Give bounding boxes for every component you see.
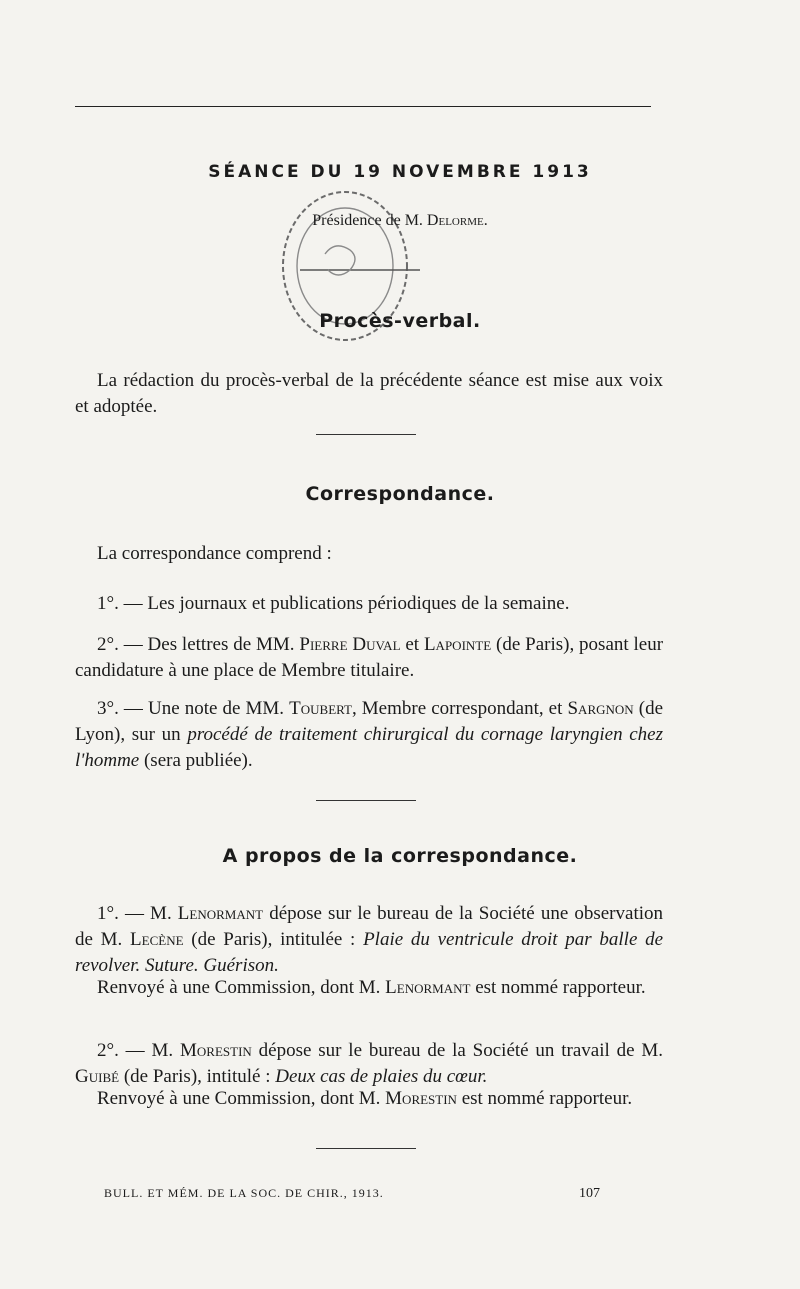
a-propos-renvoye-1 [75,975,663,1001]
item3-mid: , Membre correspondant, et [351,698,563,719]
renvoye2-prefix: Renvoyé à une Commission, dont M. [97,1088,381,1109]
item3-prefix: 3°. — Une note de MM. [97,698,285,719]
p2-name-guibe: Guibé [75,1066,120,1087]
item3-suffix: (sera publiée). [143,750,253,771]
correspondance-item-2 [75,632,663,684]
presidence-prefix: Présidence de M. [312,212,423,229]
footer-citation: BULL. ET MÉM. DE LA SOC. DE CHIR., 1913. [104,1186,384,1200]
item3-mid2: (de Lyon), sur un [75,698,664,745]
presidence-line [0,212,800,230]
a-propos-title: A propos de la correspondance. [222,845,578,867]
section-divider [316,434,416,435]
proces-verbal-title: Procès-verbal. [319,310,481,332]
page-footer [104,1186,600,1202]
item3-name-toubert: Toubert [289,698,352,719]
p1-name-lenormant: Lenormant [177,903,264,924]
p2-title: Deux cas de plaies du cœur. [275,1066,488,1087]
p1-name-lecene: Lecène [130,929,184,950]
p1-mid: dépose sur le bureau de la Société une observation de M. [75,903,664,950]
renvoye2-suffix: est nommé rapporteur. [461,1088,633,1109]
item2-name-duval: Pierre Duval [299,634,401,655]
item2-name-lapointe: Lapointe [423,634,492,655]
section-divider [316,800,416,801]
item2-prefix: 2°. — Des lettres de MM. [97,634,295,655]
item2-mid: et [405,634,420,655]
item2-suffix: (de Paris), posant leur candidature à une place de Membre titulaire. [75,634,664,681]
p1-mid2: (de Paris), intitulée : [191,929,356,950]
renvoye1-name: Lenormant [385,977,471,998]
p2-mid2: (de Paris), intitulé : [123,1066,271,1087]
p2-mid: dépose sur le bureau de la Société un travail de M. [258,1040,664,1061]
a-propos-paragraph-1 [75,901,663,979]
proces-verbal-text: La rédaction du procès-verbal de la précédente séance est mise aux voix et adoptée. [75,370,663,417]
p1-prefix: 1°. — M. [97,903,172,924]
a-propos-paragraph-2 [75,1038,663,1090]
correspondance-title: Correspondance. [305,483,495,505]
section-divider [316,1148,416,1149]
p2-prefix: 2°. — M. [97,1040,174,1061]
item3-name-sargnon: Sargnon [567,698,634,719]
correspondance-intro: La correspondance comprend : [97,543,332,564]
renvoye2-name: Morestin [385,1088,457,1109]
page-number: 107 [579,1186,600,1201]
correspondance-item-3 [75,696,663,774]
top-rule [75,106,651,107]
seance-title: SÉANCE DU 19 NOVEMBRE 1913 [208,162,592,182]
renvoye1-suffix: est nommé rapporteur. [475,977,646,998]
p2-name-morestin: Morestin [180,1040,252,1061]
a-propos-renvoye-2 [75,1086,663,1112]
president-name: Delorme. [426,212,488,229]
p1-title: Plaie du ventricule droit par balle de revolver. Suture. Guérison. [75,929,664,976]
item3-title: procédé de traitement chirurgical du cornage laryngien chez l'homme [75,724,663,771]
correspondance-item-1: 1°. — Les journaux et publications périodiques de la semaine. [97,593,570,614]
renvoye1-prefix: Renvoyé à une Commission, dont M. [97,977,381,998]
